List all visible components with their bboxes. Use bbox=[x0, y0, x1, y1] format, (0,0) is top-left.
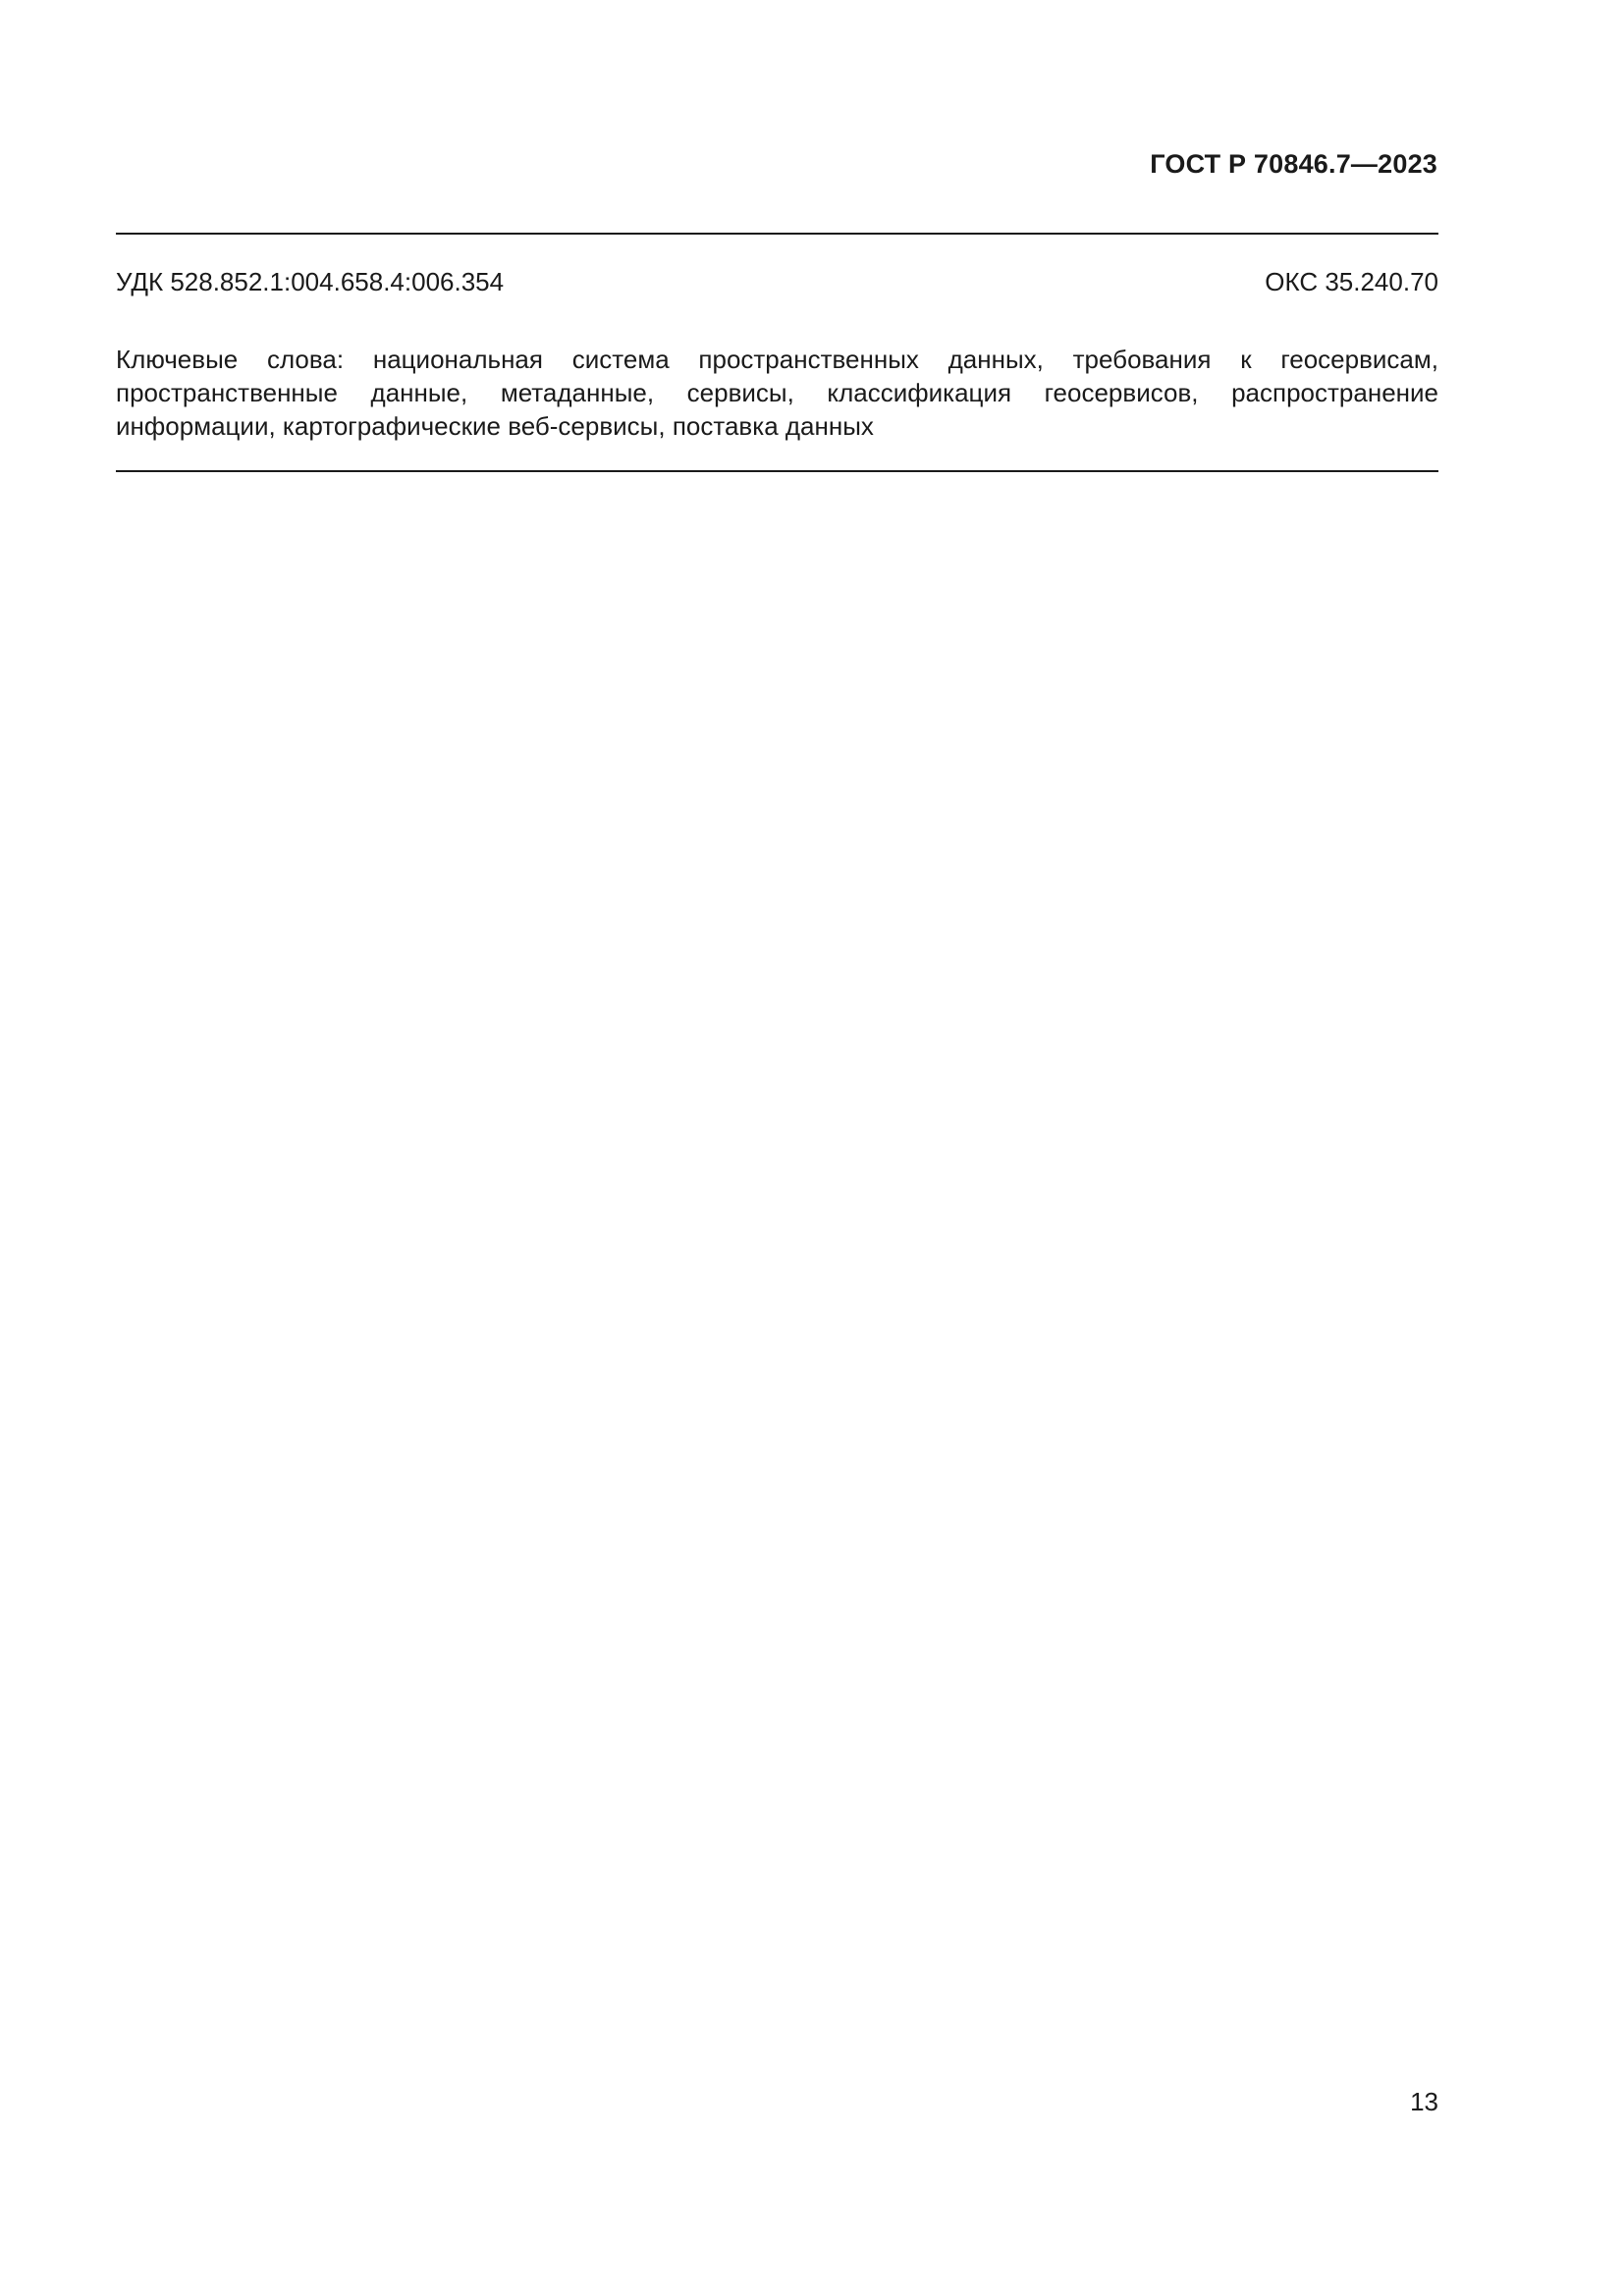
top-divider bbox=[116, 233, 1438, 235]
page-number: 13 bbox=[1410, 2087, 1438, 2116]
document-code: ГОСТ Р 70846.7—2023 bbox=[1150, 149, 1437, 179]
keywords-paragraph: Ключевые слова: национальная система пространственных данных, требования к геосервисам, пространственные данные, метаданные, сервисы, классификация геосервисов, распространение информации, картографические веб-сервисы, поставка данных bbox=[116, 345, 1438, 441]
oks-code: ОКС 35.240.70 bbox=[1265, 267, 1438, 296]
bottom-divider bbox=[116, 470, 1438, 472]
classification-row bbox=[116, 267, 1438, 297]
udk-code: УДК 528.852.1:004.658.4:006.354 bbox=[116, 267, 505, 296]
